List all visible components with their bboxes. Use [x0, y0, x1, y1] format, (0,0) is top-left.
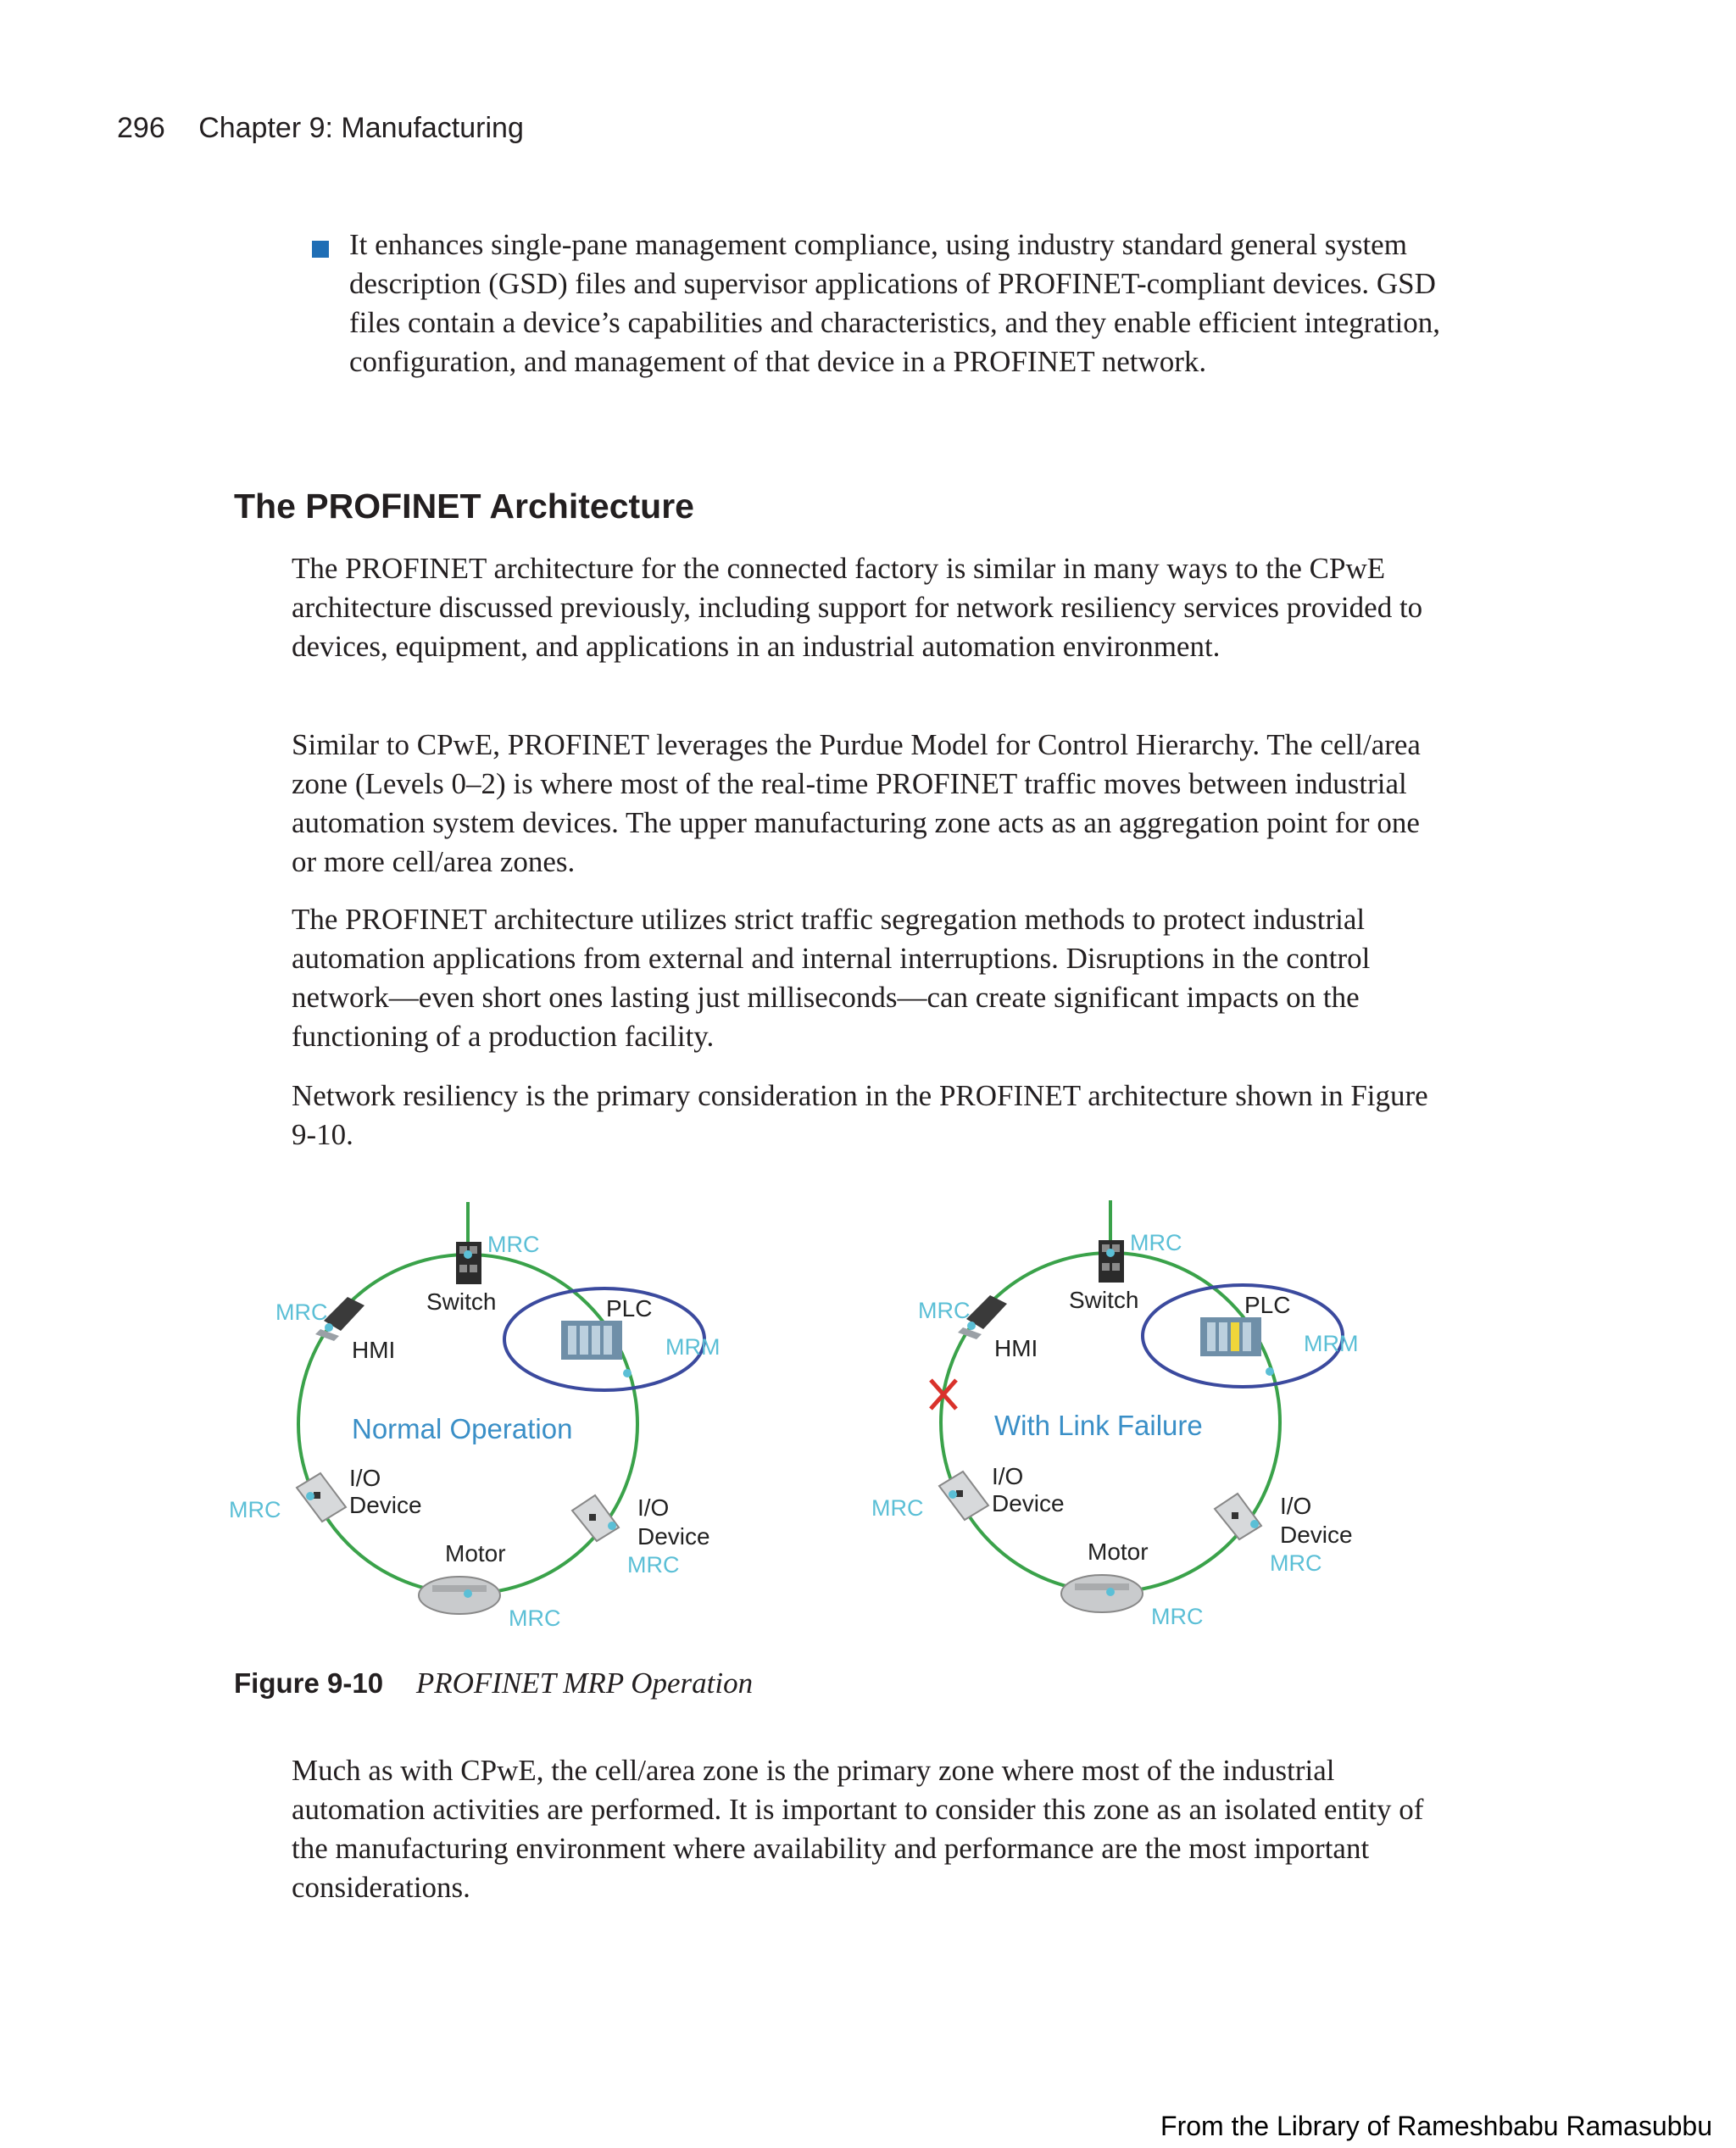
label-mrm: MRM — [1304, 1331, 1359, 1356]
mrp-diagram — [229, 1195, 1416, 1653]
label-io-left-device: Device — [992, 1490, 1065, 1516]
paragraph-4: Network resiliency is the primary consideration in the PROFINET architecture shown in Figure 9-10. — [292, 1079, 1428, 1151]
plc-icon — [1200, 1317, 1261, 1356]
label-hmi: HMI — [352, 1337, 396, 1363]
label-mrc-motor: MRC — [509, 1605, 561, 1631]
paragraph-3: The PROFINET architecture utilizes strict traffic segregation methods to protect industrial automation applications from external and internal interruptions. Disruptions in the control network—even short ones lasting just milliseconds—can create significant impacts on the functioning of a production facility. — [292, 903, 1371, 1053]
label-mrc-io-left: MRC — [229, 1497, 281, 1522]
chapter-title: Chapter 9: Manufacturing — [198, 112, 524, 144]
label-mrc-motor: MRC — [1151, 1604, 1204, 1629]
page-number: 296 — [117, 112, 165, 144]
label-io-left: I/O — [349, 1465, 381, 1491]
bullet-square-icon — [312, 241, 329, 258]
label-mrc-hmi: MRC — [275, 1299, 328, 1325]
switch-icon — [1099, 1240, 1124, 1283]
paragraph-5: Much as with CPwE, the cell/area zone is the primary zone where most of the industrial automation activities are performed. It is important to consider this zone as an isolated entity of the manufacturing environment where availability and performance are the most important considerations. — [292, 1754, 1424, 1904]
label-switch: Switch — [1069, 1287, 1139, 1313]
figure-profinet-mrp — [229, 1195, 1416, 1653]
label-mrc-switch: MRC — [1130, 1230, 1182, 1255]
label-mrc-hmi: MRC — [918, 1298, 971, 1323]
label-mrc-io-right: MRC — [1270, 1550, 1322, 1576]
figure-number: Figure 9-10 — [234, 1667, 384, 1699]
label-motor: Motor — [445, 1540, 506, 1566]
diagram-title-failure: With Link Failure — [994, 1410, 1203, 1441]
diagram-link-failure — [871, 1200, 1358, 1629]
switch-icon — [456, 1242, 481, 1284]
motor-icon — [1061, 1575, 1143, 1612]
library-footer: From the Library of Rameshbabu Ramasubbu — [1160, 2111, 1712, 2141]
label-mrm: MRM — [665, 1334, 721, 1360]
plc-icon — [561, 1321, 622, 1360]
section-heading: The PROFINET Architecture — [234, 487, 694, 526]
bullet-text: It enhances single-pane management compliance, using industry standard general system description (GSD) files and supervisor applications of PROFINET-compliant devices. GSD files contain a device’s capabilities and characteristics, and they enable efficient integration, configuration, and management of that device in a PROFINET network. — [349, 228, 1441, 378]
label-io-right: I/O — [1280, 1493, 1312, 1519]
paragraph-1: The PROFINET architecture for the connected factory is similar in many ways to the CPwE architecture discussed previously, including support for network resiliency services provided to devices, equipment, and applications in an industrial automation environment. — [292, 552, 1423, 663]
label-switch: Switch — [426, 1288, 497, 1315]
paragraph-2: Similar to CPwE, PROFINET leverages the Purdue Model for Control Hierarchy. The cell/area zone (Levels 0–2) is where most of the real-time PROFINET traffic moves between industrial automation system devices. The upper manufacturing zone acts as an aggregation point for one or more cell/area zones. — [292, 728, 1421, 878]
label-mrc-io-right: MRC — [627, 1552, 680, 1578]
io-device-icon — [297, 1473, 346, 1522]
label-io-right-device: Device — [1280, 1522, 1353, 1548]
figure-caption — [234, 1667, 753, 1700]
io-device-icon — [939, 1472, 988, 1520]
label-mrc-io-left: MRC — [871, 1495, 924, 1521]
figure-title: PROFINET MRP Operation — [415, 1667, 754, 1700]
label-mrc-switch: MRC — [487, 1232, 540, 1257]
label-plc: PLC — [606, 1295, 653, 1322]
io-device-icon — [572, 1495, 619, 1541]
label-io-left-device: Device — [349, 1492, 422, 1518]
diagram-title-normal: Normal Operation — [352, 1413, 573, 1444]
running-head — [117, 112, 524, 145]
label-motor: Motor — [1088, 1539, 1149, 1565]
bullet-item — [349, 225, 1451, 381]
motor-icon — [419, 1577, 500, 1614]
io-device-icon — [1215, 1494, 1261, 1539]
label-io-right-device: Device — [637, 1523, 710, 1550]
diagram-normal-operation — [229, 1202, 720, 1631]
label-io-right: I/O — [637, 1494, 670, 1521]
label-hmi: HMI — [994, 1335, 1038, 1361]
label-plc: PLC — [1244, 1292, 1291, 1318]
label-io-left: I/O — [992, 1463, 1024, 1489]
